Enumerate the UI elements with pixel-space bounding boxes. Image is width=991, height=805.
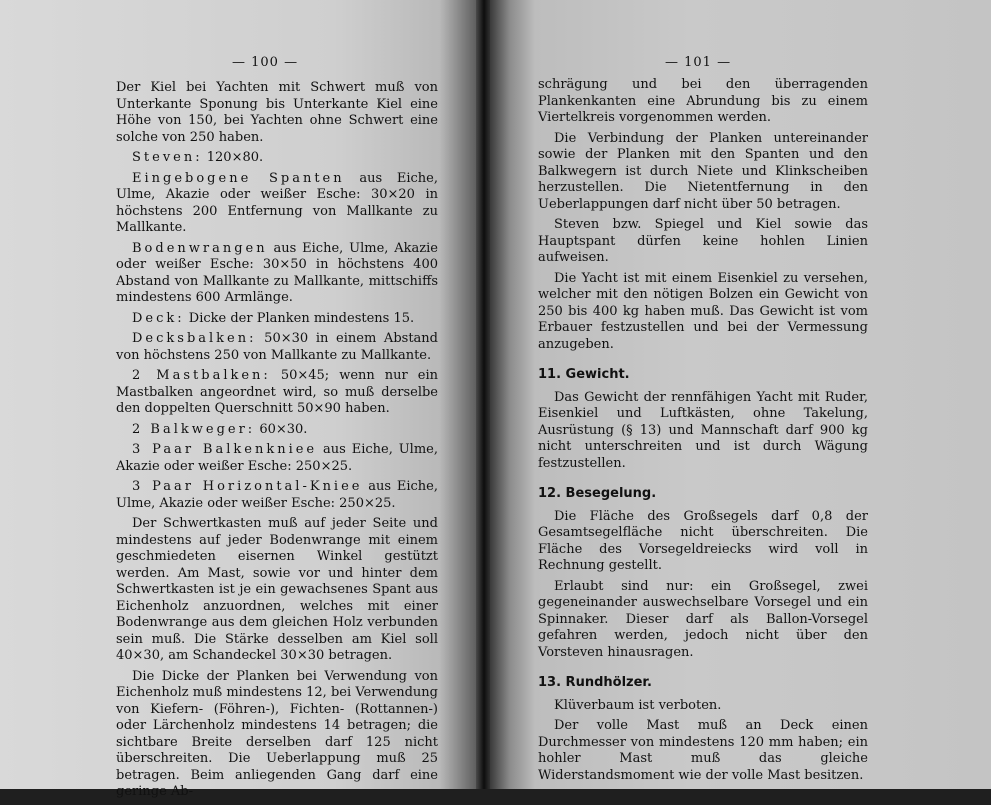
paragraph: 2 Balkweger: 60×30. (132, 421, 308, 437)
left-page (0, 0, 478, 799)
paragraph: Die Yacht ist mit einem Eisenkiel zu versehen, welcher mit den nötigen Bolzen ein Gewicht von 250 bis 400 kg haben muß. Das Gewicht ist vom Erbauer festzustellen und bei der Vermessung anzugeben. (538, 270, 868, 352)
right-page (490, 0, 991, 789)
paragraph: 2 Mastbalken: 50×45; wenn nur ein Mastbalken angeordnet wird, so muß derselbe den doppelten Querschnitt 50×90 haben. (116, 368, 438, 416)
paragraph: Die Fläche des Großsegels darf 0,8 der Gesamtsegelfläche nicht überschreiten. Die Fläche des Vorsegeldreiecks wird voll in Rechnung gestellt. (538, 508, 868, 573)
paragraph: 3 Paar Balkenkniee aus Eiche, Ulme, Akazie oder weißer Esche: 250×25. (116, 442, 438, 474)
section-heading: 12. Besegelung. (538, 486, 657, 501)
paragraph: Der Kiel bei Yachten mit Schwert muß von Unterkante Sponung bis Unterkante Kiel eine Höhe von 150, bei Yachten ohne Schwert eine solche von 250 haben. (116, 80, 438, 145)
paragraph: Die Dicke der Planken bei Verwendung von Eichenholz muß mindestens 12, bei Verwendung von Kiefern- (Föhren-), Fichten- (Rottannen-) oder Lärchenholz mindestens 14 betragen; die sichtbare Breite derselben darf 125 nicht überschreiten. Die Ueberlappung muß 25 betragen. Beim anliegenden Gang darf eine geringe Ab- (116, 668, 438, 799)
paragraph: Klüverbaum ist verboten. (554, 697, 722, 713)
paragraph: Decksbalken: 50×30 in einem Abstand von höchstens 250 von Mallkante zu Mallkante. (116, 331, 438, 363)
paragraph: Die Verbindung der Planken untereinander sowie der Planken mit den Spanten und den Balkwegern ist durch Niete und Klinkscheiben herzustellen. Die Nietentfernung in den Ueberlappungen darf nicht über 50 betragen. (538, 130, 868, 212)
paragraph: Erlaubt sind nur: ein Großsegel, zwei gegeneinander auswechselbare Vorsegel und ein Spinnaker. Dieser darf als Ballon-Vorsegel gefahren werden, jedoch nicht über den Vorsteven hinausragen. (538, 578, 868, 660)
paragraph: Steven bzw. Spiegel und Kiel sowie das Hauptspant dürfen keine hohlen Linien aufweisen. (538, 217, 868, 265)
section-heading: 13. Rundhölzer. (538, 675, 652, 690)
paragraph: 3 Paar Horizontal-Kniee aus Eiche, Ulme, Akazie oder weißer Esche: 250×25. (116, 479, 438, 511)
paragraph: Steven: 120×80. (132, 150, 264, 165)
paragraph: schrägung und bei den überragenden Plankenkanten eine Abrundung bis zu einem Viertelkreis vorgenommen werden. (538, 77, 868, 125)
paragraph: Der Schwertkasten muß auf jeder Seite und mindestens auf jeder Bodenwrange mit einem geschmiedeten eisernen Winkel gestützt werden. Am Mast, sowie vor und hinter dem Schwertkasten ist je ein gewachsenes Spant aus Eichenholz anzuordnen, welches mit einer Bodenwrange aus dem gleichen Holz verbunden sein muß. Die Stärke desselben am Kiel soll 40×30, am Schandeckel 30×30 betragen. (116, 516, 438, 663)
section-heading: 11. Gewicht. (538, 367, 630, 382)
paragraph: Bodenwrangen aus Eiche, Ulme, Akazie oder weißer Esche: 30×50 in höchstens 400 Abstand von Mallkante zu Mallkante, mittschiffs mindestens 600 Armlänge. (116, 240, 438, 305)
paragraph: Der volle Mast muß an Deck einen Durchmesser von mindestens 120 mm haben; ein hohler Mast muß das gleiche Widerstandsmoment wie der volle Mast besitzen. (538, 718, 868, 783)
page-number-right: — 101 — (665, 55, 732, 70)
page-number-left: — 100 — (232, 55, 299, 70)
paragraph: Das Gewicht der rennfähigen Yacht mit Ruder, Eisenkiel und Luftkästen, ohne Takelung, Ausrüstung (§ 13) und Mannschaft darf 900 kg nicht unterschreiten und ist durch Wägung festzustellen. (538, 389, 868, 471)
paragraph: Eingebogene Spanten aus Eiche, Ulme, Akazie oder weißer Esche: 30×20 in höchstens 200 Entfernung von Mallkante zu Mallkante. (116, 170, 439, 235)
paragraph: Deck: Dicke der Planken mindestens 15. (132, 310, 415, 326)
right-page-text (538, 77, 868, 788)
left-page-text (116, 80, 438, 805)
